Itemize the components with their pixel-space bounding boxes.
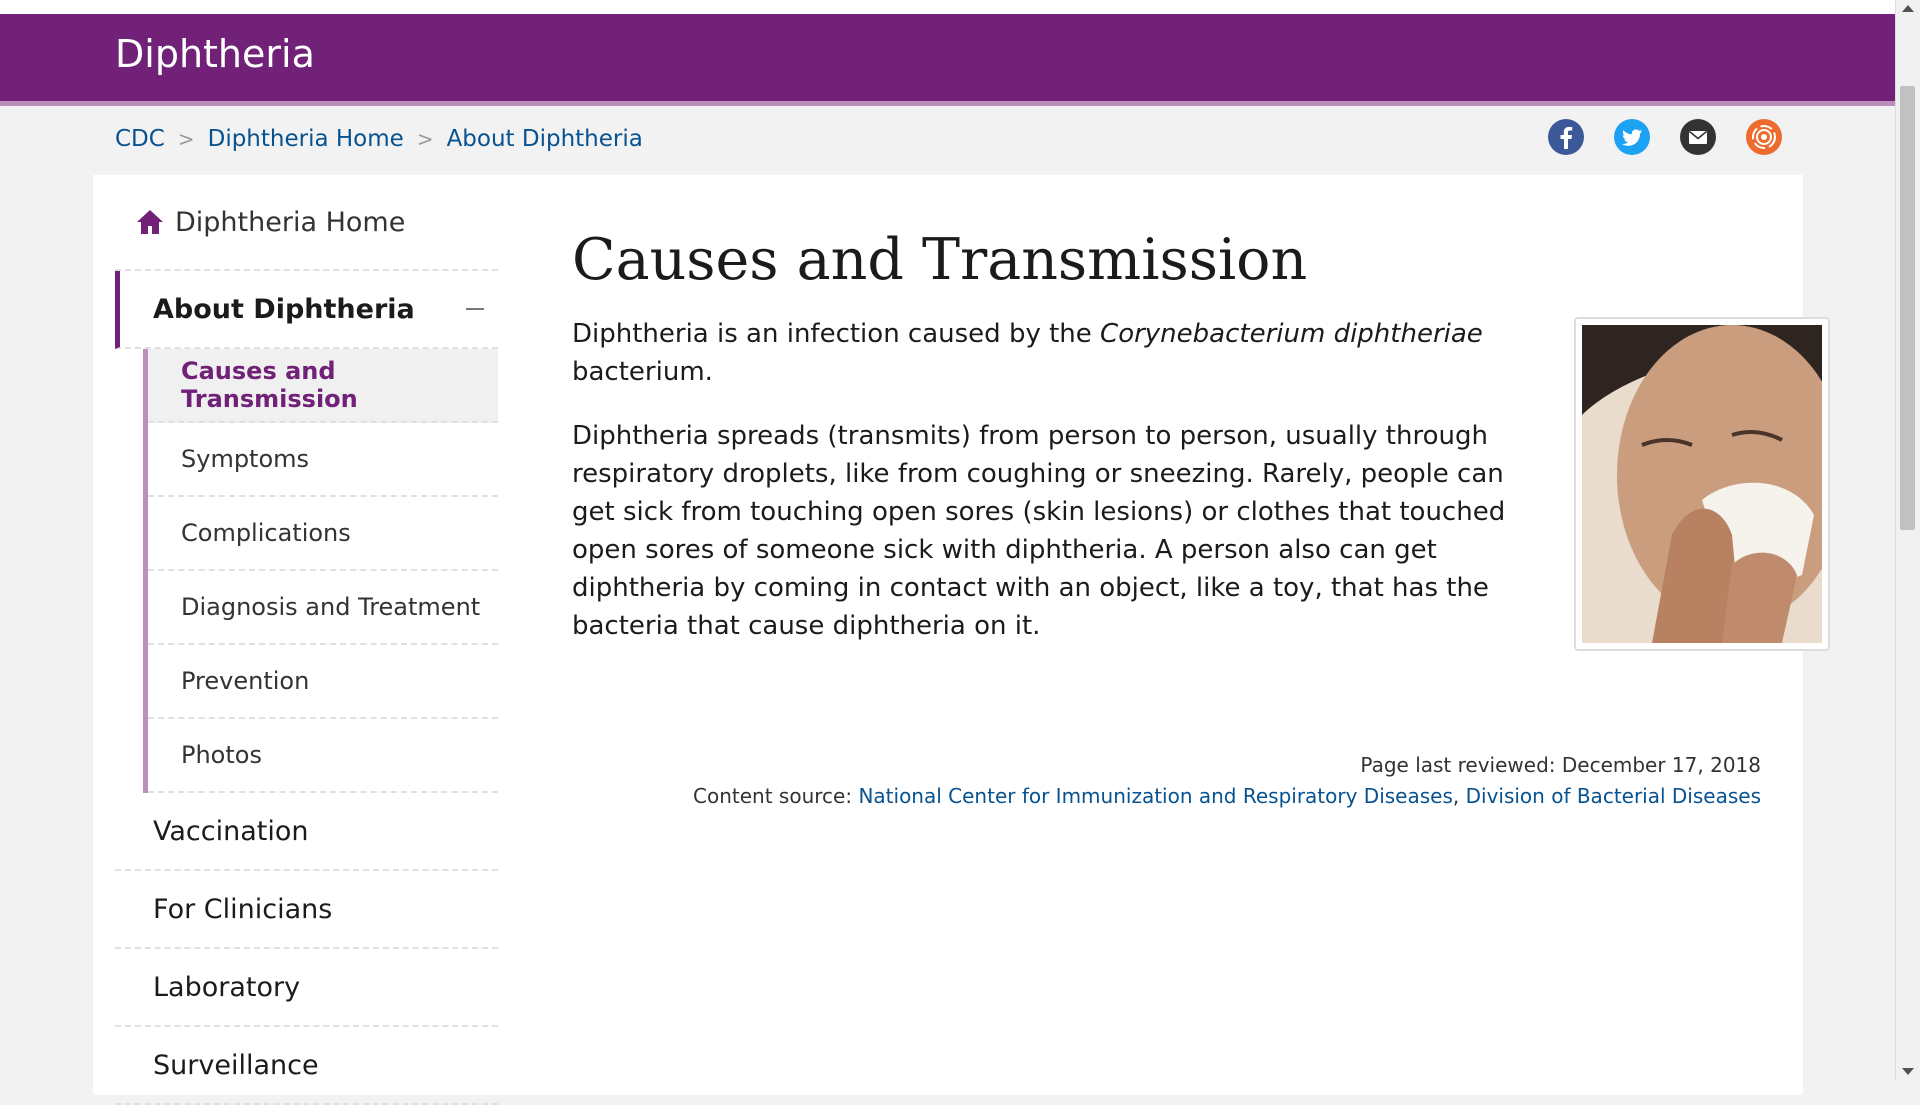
sidebar-item-vaccination[interactable]: Vaccination [115, 793, 498, 871]
content-source [693, 781, 1761, 812]
left-navigation [115, 175, 498, 1105]
top-band [0, 0, 1896, 14]
bacterium-name: Corynebacterium diphtheriae [1100, 319, 1483, 349]
site-header [0, 14, 1896, 106]
source-separator: , [1452, 784, 1466, 808]
collapse-icon[interactable] [466, 308, 484, 310]
scrollbar-thumb[interactable] [1900, 86, 1915, 530]
intro-text-start: Diphtheria is an infection caused by the [572, 319, 1101, 349]
site-title[interactable]: Diphtheria [115, 32, 315, 76]
breadcrumb-separator: > [416, 127, 434, 151]
sidebar-section-label: About Diphtheria [153, 293, 415, 325]
photo [1582, 325, 1822, 643]
email-icon[interactable] [1680, 119, 1716, 155]
sidebar-item-photos[interactable]: Photos [148, 719, 498, 793]
content-source-label: Content source: [693, 784, 859, 808]
transmission-paragraph: Diphtheria spreads (transmits) from person to person, usually through respiratory droplets, like from coughing or sneezing. Rarely, people can get sick from touching open sores (skin lesions) or clothes that touched open sores of someone sick with diphtheria. A person also can get diphtheria by coming in contact with an object, like a toy, that has the bacteria that cause diphtheria on it. [572, 421, 1506, 641]
sidebar-home-label: Diphtheria Home [175, 206, 406, 238]
sidebar-item-surveillance[interactable]: Surveillance [115, 1027, 498, 1105]
sidebar-item-complications[interactable]: Complications [148, 497, 498, 571]
source-link-dbd[interactable]: Division of Bacterial Diseases [1465, 784, 1761, 808]
syndicate-icon[interactable] [1746, 119, 1782, 155]
sidebar-item-prevention[interactable]: Prevention [148, 645, 498, 719]
page-meta [693, 750, 1761, 812]
facebook-icon[interactable] [1548, 119, 1584, 155]
sidebar-subitems [143, 349, 498, 793]
breadcrumb-about-diphtheria[interactable]: About Diphtheria [446, 126, 643, 152]
breadcrumb-diphtheria-home[interactable]: Diphtheria Home [207, 126, 404, 152]
breadcrumb-cdc[interactable]: CDC [115, 126, 165, 152]
scroll-up-arrow-icon[interactable] [1902, 5, 1914, 12]
sidebar-item-for-clinicians[interactable]: For Clinicians [115, 871, 498, 949]
sidebar-item-diagnosis-and-treatment[interactable]: Diagnosis and Treatment [148, 571, 498, 645]
sidebar-item-laboratory[interactable]: Laboratory [115, 949, 498, 1027]
sneezing-person-image [1574, 317, 1830, 651]
twitter-icon[interactable] [1614, 119, 1650, 155]
content-card [93, 175, 1803, 1095]
home-icon [135, 208, 165, 236]
intro-text-end: bacterium. [572, 357, 713, 387]
sidebar-section-about[interactable] [115, 271, 498, 349]
vertical-scrollbar[interactable] [1895, 0, 1920, 1080]
sidebar-home-link[interactable] [115, 175, 498, 271]
breadcrumb [115, 122, 643, 156]
breadcrumb-separator: > [177, 127, 195, 151]
scroll-down-arrow-icon[interactable] [1902, 1068, 1914, 1075]
page-title: Causes and Transmission [572, 227, 1308, 293]
sidebar-item-causes-and-transmission[interactable]: Causes and Transmission [148, 349, 498, 423]
social-share-bar [1548, 119, 1782, 155]
sidebar-item-symptoms[interactable]: Symptoms [148, 423, 498, 497]
intro-paragraph [572, 315, 1537, 391]
last-reviewed: Page last reviewed: December 17, 2018 [1360, 753, 1761, 777]
source-link-ncird[interactable]: National Center for Immunization and Respiratory Diseases [858, 784, 1453, 808]
